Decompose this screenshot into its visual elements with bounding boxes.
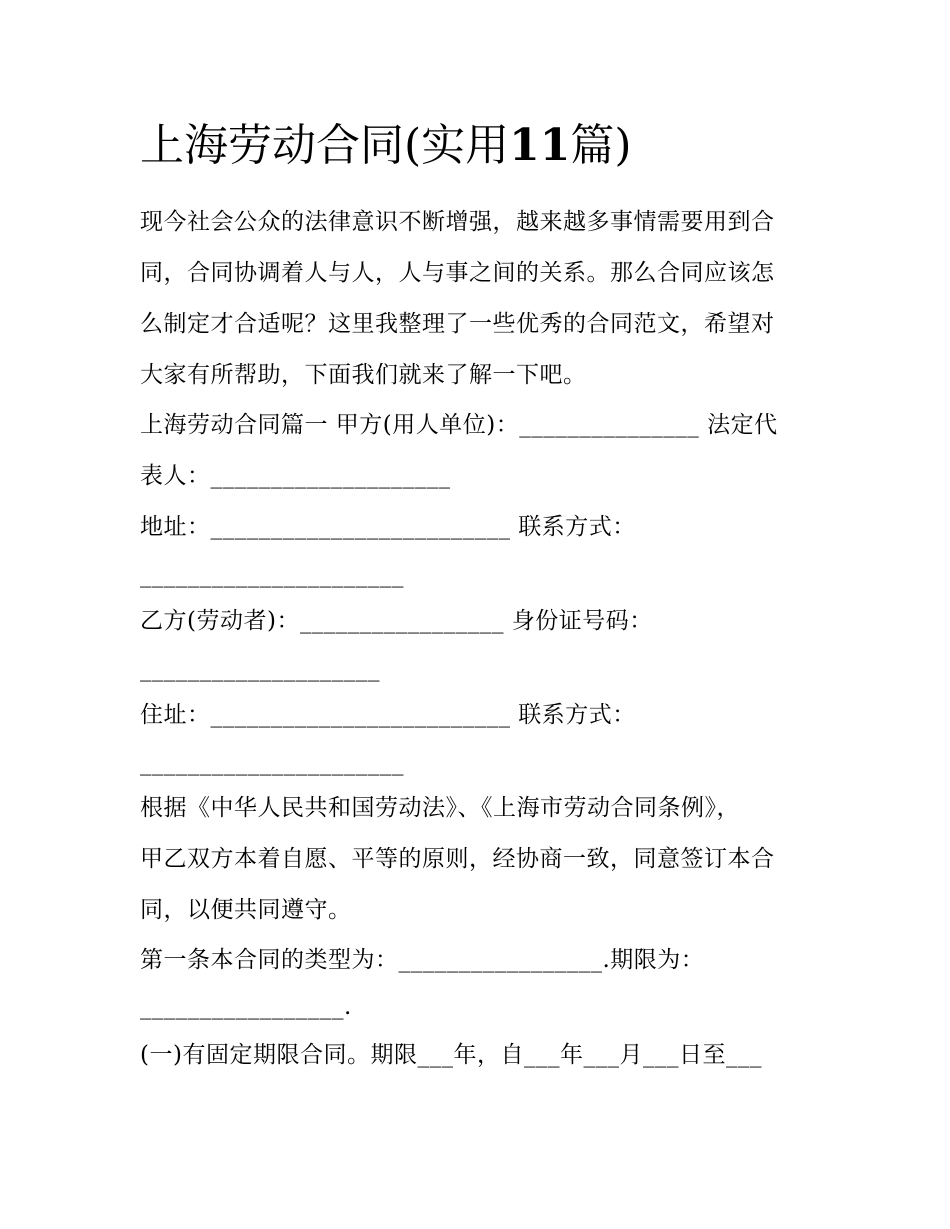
body-line-1: 现今社会公众的法律意识不断增强，越来越多事情需要用到合 (140, 209, 775, 235)
document-title (140, 116, 632, 176)
article-one-line: 第一条本合同的类型为：_________________.期限为： (140, 947, 705, 973)
party-a-contact-blank: ______________________ (140, 562, 404, 588)
party-a-address-line: 地址：_________________________ 联系方式： (140, 514, 636, 540)
party-a-line: 上海劳动合同篇一 甲方(用人单位)：_______________ 法定代 (140, 412, 778, 438)
basis-line-2: 甲乙双方本着自愿、平等的原则，经协商一致，同意签订本合 (140, 846, 775, 872)
body-line-2: 同，合同协调着人与人，人与事之间的关系。那么合同应该怎 (140, 260, 775, 286)
party-b-address-line: 住址：_________________________ 联系方式： (140, 702, 636, 728)
party-b-id-blank: ____________________ (140, 656, 380, 682)
term-blank-line: _________________. (140, 994, 352, 1020)
body-line-4: 大家有所帮助，下面我们就来了解一下吧。 (140, 362, 587, 388)
basis-line-1: 根据《中华人民共和国劳动法》、《上海市劳动合同条例》， (140, 795, 740, 821)
party-b-contact-blank: ______________________ (140, 750, 404, 776)
title-text-end: 篇) (570, 120, 632, 171)
body-line-3: 么制定才合适呢？这里我整理了一些优秀的合同范文，希望对 (140, 311, 775, 337)
legal-rep-line: 表人：____________________ (140, 463, 451, 489)
title-number: 11 (509, 120, 571, 171)
fixed-term-line: (一)有固定期限合同。期限___年，自___年___月___日至___ (140, 1042, 762, 1068)
party-b-line: 乙方(劳动者)：_________________ 身份证号码： (140, 608, 653, 634)
basis-line-3: 同，以便共同遵守。 (140, 897, 352, 923)
title-text-start: 上海劳动合同(实用 (140, 120, 510, 171)
